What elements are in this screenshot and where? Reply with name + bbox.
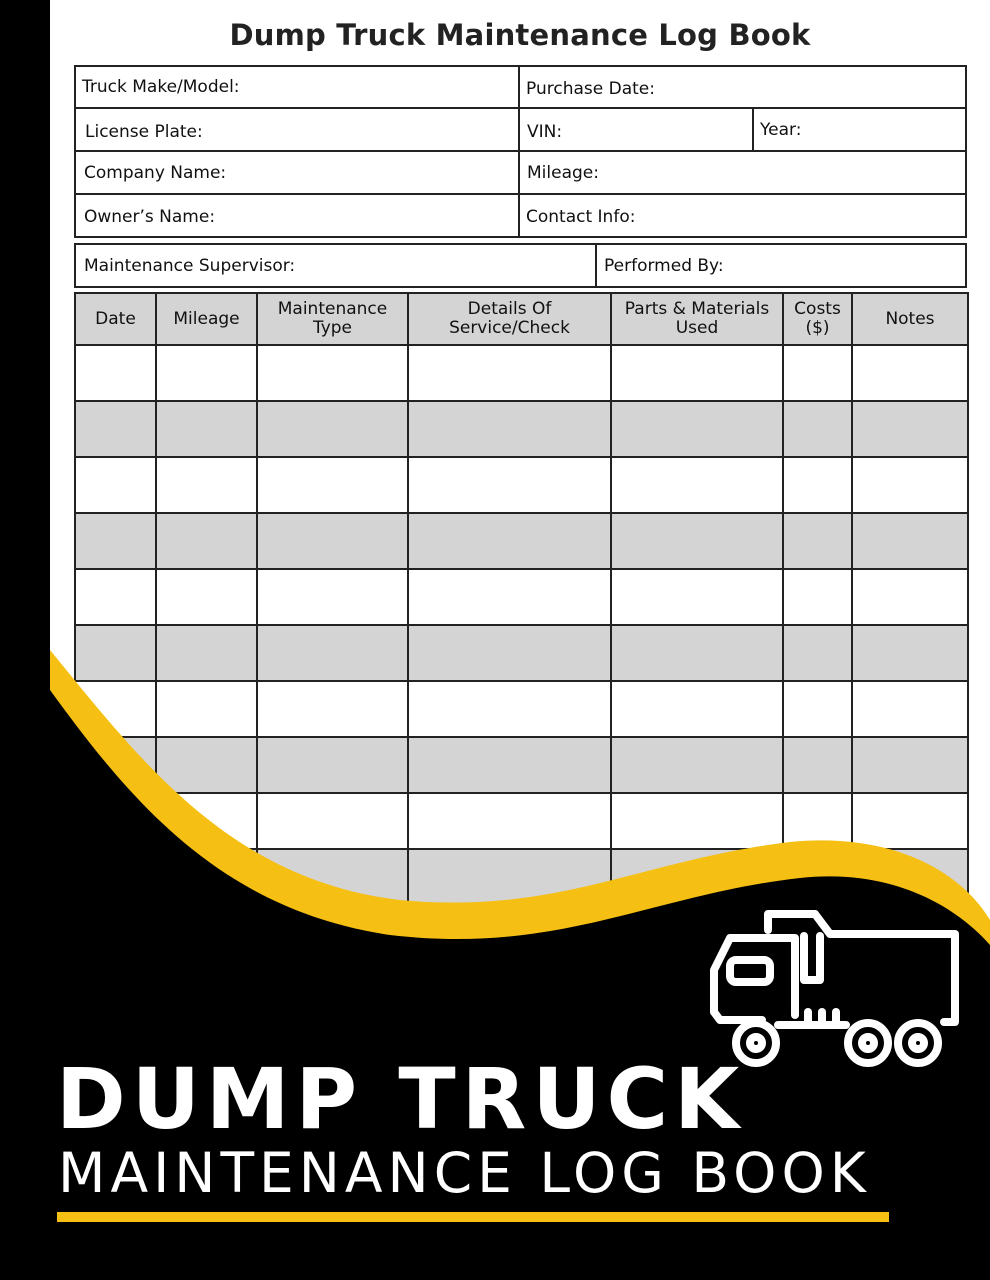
column-header-date: Date xyxy=(75,293,156,345)
column-header-maintenance-type: Maintenance Type xyxy=(257,293,408,345)
page-title: Dump Truck Maintenance Log Book xyxy=(229,18,811,52)
company-name-label: Company Name: xyxy=(84,163,227,183)
performed-by-label: Performed By: xyxy=(604,256,724,276)
owners-name-label: Owner’s Name: xyxy=(84,207,216,227)
vin-label: VIN: xyxy=(527,122,563,142)
purchase-date-label: Purchase Date: xyxy=(526,79,655,99)
cover-subtitle: MAINTENANCE LOG BOOK xyxy=(58,1141,871,1205)
dump-truck-icon xyxy=(700,900,970,1075)
column-header-details: Details Of Service/Check xyxy=(408,293,611,345)
column-header-costs: Costs ($) xyxy=(783,293,852,345)
column-header-mileage: Mileage xyxy=(156,293,257,345)
year-label: Year: xyxy=(760,120,802,140)
maintenance-supervisor-label: Maintenance Supervisor: xyxy=(84,256,296,276)
column-header-parts-materials: Parts & Materials Used xyxy=(611,293,783,345)
mileage-label: Mileage: xyxy=(527,163,599,183)
contact-info-label: Contact Info: xyxy=(526,207,636,227)
license-plate-label: License Plate: xyxy=(85,122,203,142)
cover-title: DUMP TRUCK xyxy=(56,1050,746,1148)
accent-underline xyxy=(57,1212,889,1222)
truck-make-model-label: Truck Make/Model: xyxy=(82,77,240,97)
column-header-notes: Notes xyxy=(852,293,968,345)
